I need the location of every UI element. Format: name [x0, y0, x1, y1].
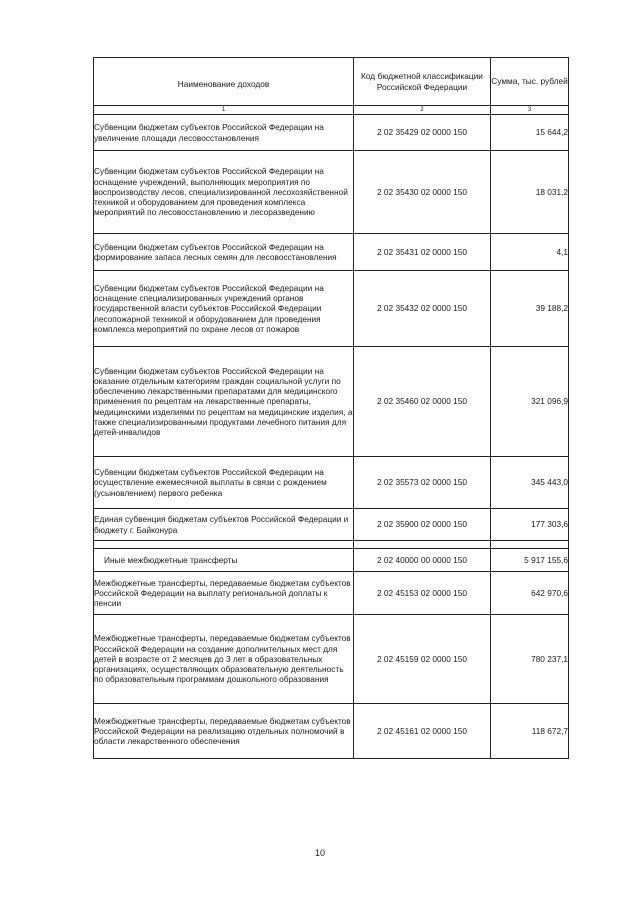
column-number: 1 [94, 106, 354, 115]
table-row [94, 271, 569, 347]
table-row [94, 151, 569, 234]
row-sum: 39 188,2 [491, 271, 569, 347]
row-sum: 345 443,0 [491, 457, 569, 509]
row-code: 2 02 40000 00 0000 150 [354, 549, 491, 572]
table-row [94, 572, 569, 615]
row-sum: 321 096,9 [491, 347, 569, 457]
row-code: 2 02 35573 02 0000 150 [354, 457, 491, 509]
row-sum: 18 031,2 [491, 151, 569, 234]
row-name: Субвенции бюджетам субъектов Российской Федерации на оснащение специализированных учреждений органов государственной власти субъектов Российской Федерации лесопожарной техникой и оборудованием для проведения комплекса мероприятий по охране лесов от пожаров [94, 271, 354, 347]
row-code: 2 02 35460 02 0000 150 [354, 347, 491, 457]
table-row [94, 615, 569, 704]
table-row [94, 509, 569, 541]
column-number-row [94, 106, 569, 115]
row-name: Субвенции бюджетам субъектов Российской Федерации на оказание отдельным категориям граждан социальной услуги по обеспечению лекарственными препаратами для медицинского применения по рецептам на лекарственные препараты, медицинскими изделиями по рецептам на медицинские изделия, а также специализированными продуктами лечебного питания для детей-инвалидов [94, 347, 354, 457]
header-name: Наименование доходов [94, 58, 354, 106]
row-name: Межбюджетные трансферты, передаваемые бюджетам субъектов Российской Федерации на реализацию отдельных полномочий в области лекарственного обеспечения [94, 704, 354, 759]
row-code: 2 02 45153 02 0000 150 [354, 572, 491, 615]
blank-cell [94, 541, 354, 549]
header-code: Код бюджетной классификации Российской Федерации [354, 58, 491, 106]
row-sum: 642 970,6 [491, 572, 569, 615]
table-row [94, 115, 569, 151]
row-code: 2 02 35431 02 0000 150 [354, 234, 491, 271]
table-row [94, 704, 569, 759]
row-code: 2 02 35900 02 0000 150 [354, 509, 491, 541]
row-name: Субвенции бюджетам субъектов Российской Федерации на осуществление ежемесячной выплаты в связи с рождением (усыновлением) первого ребенка [94, 457, 354, 509]
row-name: Субвенции бюджетам субъектов Российской Федерации на формирование запаса лесных семян для лесовосстановления [94, 234, 354, 271]
row-sum: 4,1 [491, 234, 569, 271]
page-number: 10 [314, 848, 325, 858]
row-name: Субвенции бюджетам субъектов Российской Федерации на оснащение учреждений, выполняющих мероприятия по воспроизводству лесов, специализированной лесохозяйственной техникой и оборудованием для проведения комплекса мероприятий по лесовосстановлению и лесоразведению [94, 151, 354, 234]
row-name: Иные межбюджетные трансферты [94, 549, 354, 572]
header-row [94, 58, 569, 106]
blank-cell [491, 541, 569, 549]
row-name: Единая субвенция бюджетам субъектов Российской Федерации и бюджету г. Байконура [94, 509, 354, 541]
row-name: Межбюджетные трансферты, передаваемые бюджетам субъектов Российской Федерации на выплату региональной доплаты к пенсии [94, 572, 354, 615]
row-sum: 5 917 155,6 [491, 549, 569, 572]
revenue-table [93, 57, 569, 759]
blank-row [94, 541, 569, 549]
header-sum: Сумма, тыс. рублей [491, 58, 569, 106]
row-name: Субвенции бюджетам субъектов Российской Федерации на увеличение площади лесовосстановления [94, 115, 354, 151]
row-sum: 15 644,2 [491, 115, 569, 151]
row-code: 2 02 35429 02 0000 150 [354, 115, 491, 151]
table-row [94, 457, 569, 509]
row-code: 2 02 45161 02 0000 150 [354, 704, 491, 759]
table-row [94, 549, 569, 572]
column-number: 2 [354, 106, 491, 115]
row-sum: 780 237,1 [491, 615, 569, 704]
table-row [94, 234, 569, 271]
row-sum: 118 672,7 [491, 704, 569, 759]
row-code: 2 02 45159 02 0000 150 [354, 615, 491, 704]
row-code: 2 02 35432 02 0000 150 [354, 271, 491, 347]
blank-cell [354, 541, 491, 549]
row-code: 2 02 35430 02 0000 150 [354, 151, 491, 234]
row-sum: 177 303,6 [491, 509, 569, 541]
row-name: Межбюджетные трансферты, передаваемые бюджетам субъектов Российской Федерации на создание дополнительных мест для детей в возрасте от 2 месяцев до 3 лет в образовательных организациях, осуществляющих образовательную деятельность по образовательным программам дошкольного образования [94, 615, 354, 704]
table-row [94, 347, 569, 457]
column-number: 3 [491, 106, 569, 115]
